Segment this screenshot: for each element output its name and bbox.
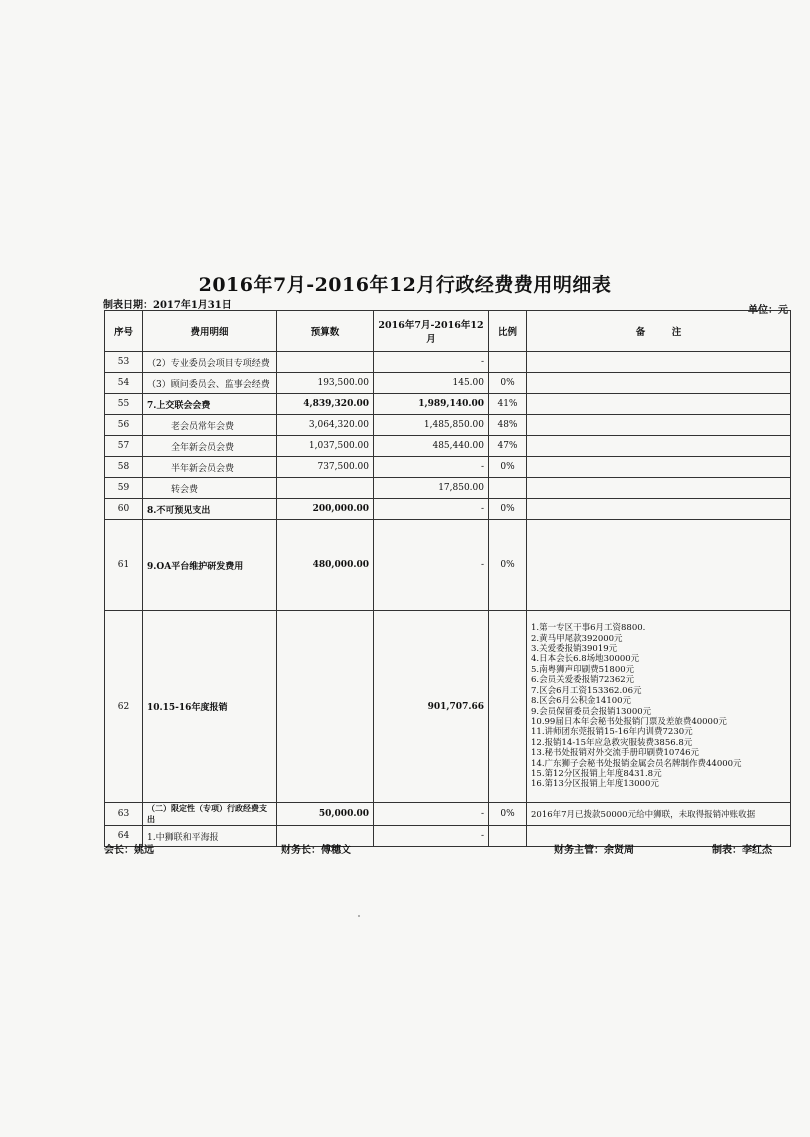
remark-line: 13.秘书处报销对外交流手册印刷费10746元 — [531, 748, 700, 759]
cell-remark — [527, 373, 791, 394]
table-row — [105, 611, 791, 803]
remark-line: 1.第一专区干事6月工资8800. — [531, 623, 646, 634]
cell-desc: （2）专业委员会项目专项经费 — [143, 352, 277, 373]
cell-desc: 1.中狮联和平海报 — [143, 826, 277, 847]
cell-desc: （3）顾问委员会、监事会经费 — [143, 373, 277, 394]
cell-budget — [277, 352, 374, 373]
remark-line: 3.关爱委报销39019元 — [531, 644, 618, 655]
table-row — [105, 373, 791, 394]
cell-actual: 145.00 — [374, 373, 489, 394]
cell-desc: 9.OA平台维护研发费用 — [143, 520, 277, 611]
remark-list — [531, 623, 786, 790]
cell-desc: 10.15-16年度报销 — [143, 611, 277, 803]
cell-actual: - — [374, 457, 489, 478]
cell-actual: 485,440.00 — [374, 436, 489, 457]
cell-budget: 50,000.00 — [277, 803, 374, 826]
table-row — [105, 415, 791, 436]
cell-ratio: 48% — [489, 415, 527, 436]
prepared-date: 制表日期：2017年1月31日 — [103, 300, 232, 311]
header-ratio: 比例 — [489, 311, 527, 352]
cell-remark: 2016年7月已拨款50000元给中狮联，未取得报销冲账收据 — [527, 803, 791, 826]
remark-line: 8.区会6月公积金14100元 — [531, 696, 632, 707]
cell-budget: 1,037,500.00 — [277, 436, 374, 457]
cell-ratio — [489, 826, 527, 847]
cell-desc: 全年新会员会费 — [143, 436, 277, 457]
cell-no: 55 — [105, 394, 143, 415]
cell-remark — [527, 611, 791, 803]
table-row — [105, 520, 791, 611]
cell-desc: 7.上交联会会费 — [143, 394, 277, 415]
cell-remark — [527, 520, 791, 611]
table-row — [105, 803, 791, 826]
cell-actual: - — [374, 803, 489, 826]
table-row — [105, 394, 791, 415]
table-row — [105, 436, 791, 457]
cell-ratio — [489, 611, 527, 803]
remark-line: 12.报销14-15年应急救灾服装费3856.8元 — [531, 737, 693, 748]
cell-no: 56 — [105, 415, 143, 436]
cell-no: 54 — [105, 373, 143, 394]
remark-line: 5.南粤狮声印刷费51800元 — [531, 664, 635, 675]
remark-line: 15.第12分区报销上年度8431.8元 — [531, 768, 662, 779]
cell-remark — [527, 415, 791, 436]
cell-actual: 901,707.66 — [374, 611, 489, 803]
signature-president: 会长：姚远 — [104, 845, 154, 856]
cell-no: 60 — [105, 499, 143, 520]
cell-actual: - — [374, 826, 489, 847]
cell-actual: 17,850.00 — [374, 478, 489, 499]
cell-actual: - — [374, 520, 489, 611]
cell-no: 59 — [105, 478, 143, 499]
header-budget: 预算数 — [277, 311, 374, 352]
remark-line: 14.广东狮子会秘书处报销金属会员名牌制作费44000元 — [531, 758, 742, 769]
cell-budget: 4,839,320.00 — [277, 394, 374, 415]
cell-ratio — [489, 478, 527, 499]
cell-budget: 480,000.00 — [277, 520, 374, 611]
table-row — [105, 499, 791, 520]
cell-remark — [527, 394, 791, 415]
remark-line: 4.日本会长6.8场地30000元 — [531, 654, 640, 665]
cell-desc: 转会费 — [143, 478, 277, 499]
cell-remark — [527, 499, 791, 520]
table-header-row — [105, 311, 791, 352]
header-remark: 备 注 — [527, 311, 791, 352]
cell-actual: - — [374, 499, 489, 520]
cell-budget: 193,500.00 — [277, 373, 374, 394]
cell-ratio: 0% — [489, 499, 527, 520]
table-row — [105, 352, 791, 373]
table-row — [105, 457, 791, 478]
cell-actual: 1,989,140.00 — [374, 394, 489, 415]
cell-ratio: 0% — [489, 457, 527, 478]
table-row — [105, 826, 791, 847]
header-desc: 费用明细 — [143, 311, 277, 352]
remark-line: 11.讲师团东莞报销15-16年内训费7230元 — [531, 727, 693, 738]
cell-actual: 1,485,850.00 — [374, 415, 489, 436]
table-row — [105, 478, 791, 499]
remark-line: 9.会员保留委员会报销13000元 — [531, 706, 652, 717]
cell-no: 62 — [105, 611, 143, 803]
cell-ratio: 0% — [489, 520, 527, 611]
cell-desc: （二）限定性（专项）行政经费支出 — [143, 803, 277, 826]
cell-ratio: 0% — [489, 373, 527, 394]
remark-line: 7.区会6月工资153362.06元 — [531, 685, 642, 696]
cell-budget: 737,500.00 — [277, 457, 374, 478]
cell-desc: 半年新会员会费 — [143, 457, 277, 478]
expense-table — [104, 310, 791, 847]
remark-line: 16.第13分区报销上年度13000元 — [531, 779, 659, 790]
cell-ratio: 41% — [489, 394, 527, 415]
cell-budget — [277, 478, 374, 499]
cell-ratio: 0% — [489, 803, 527, 826]
cell-ratio — [489, 352, 527, 373]
document-title: 2016年7月-2016年12月行政经费费用明细表 — [198, 274, 612, 296]
cell-desc: 8.不可预见支出 — [143, 499, 277, 520]
cell-ratio: 47% — [489, 436, 527, 457]
signature-preparer: 制表：李红杰 — [712, 845, 772, 856]
cell-remark — [527, 436, 791, 457]
cell-remark — [527, 478, 791, 499]
cell-no: 57 — [105, 436, 143, 457]
header-actual: 2016年7月-2016年12月 — [374, 311, 489, 352]
cell-remark — [527, 457, 791, 478]
signature-treasurer: 财务长：傅穗文 — [281, 845, 351, 856]
cell-actual: - — [374, 352, 489, 373]
cell-no: 58 — [105, 457, 143, 478]
cell-desc: 老会员常年会费 — [143, 415, 277, 436]
cell-budget — [277, 611, 374, 803]
cell-budget: 200,000.00 — [277, 499, 374, 520]
signature-finance-head: 财务主管：余贤周 — [554, 845, 634, 856]
unit-label: 单位：元 — [748, 305, 788, 316]
scan-speck — [358, 915, 360, 917]
remark-line: 6.会员关爱委报销72362元 — [531, 675, 635, 686]
cell-remark — [527, 352, 791, 373]
cell-no: 61 — [105, 520, 143, 611]
header-no: 序号 — [105, 311, 143, 352]
remark-line: 2.黄马甲尾款392000元 — [531, 633, 623, 644]
cell-no: 64 — [105, 826, 143, 847]
cell-budget: 3,064,320.00 — [277, 415, 374, 436]
remark-line: 10.99届日本年会秘书处报销门票及差旅费40000元 — [531, 716, 727, 727]
cell-no: 63 — [105, 803, 143, 826]
cell-no: 53 — [105, 352, 143, 373]
